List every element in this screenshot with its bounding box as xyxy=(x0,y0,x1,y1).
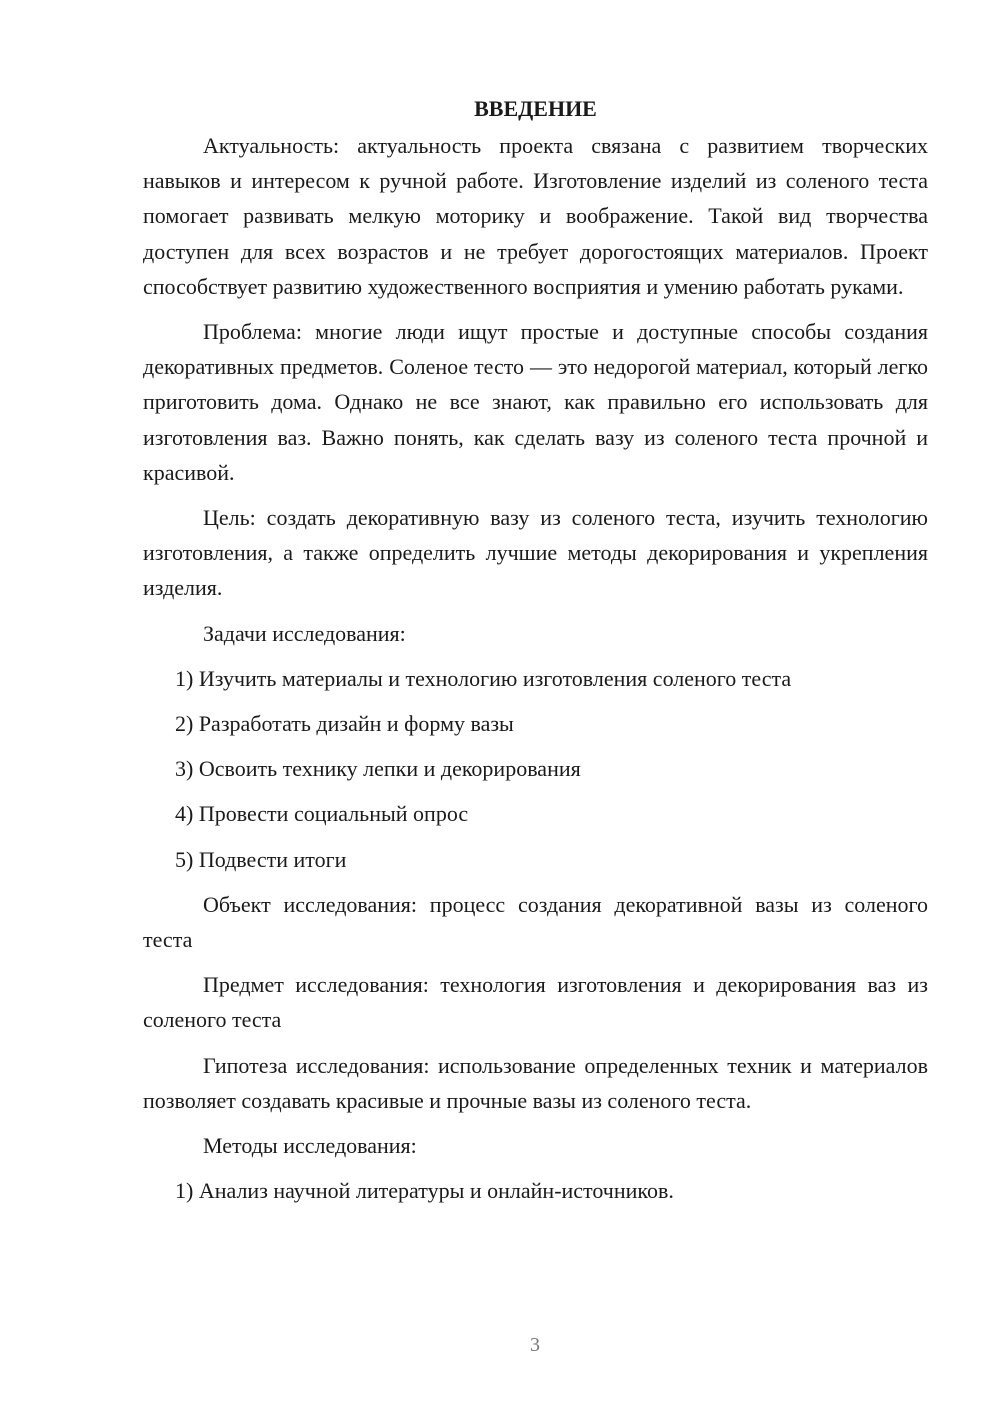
tasks-title: Задачи исследования: xyxy=(203,620,406,646)
relevance-paragraph: Актуальность: актуальность проекта связана с развитием творческих навыков и интересом к ручной работе. Изготовление изделий из соленого теста помогает развивать мелкую моторику и воображение. Такой вид творчества доступен для всех возрастов и не требует дорогостоящих материалов. Проект способствует развитию художественного восприятия и умению работать руками. xyxy=(143,133,928,299)
tasks-list xyxy=(143,661,928,877)
subject-paragraph: Предмет исследования: технология изготовления и декорирования ваз из соленого теста xyxy=(143,972,928,1033)
methods-list xyxy=(143,1173,928,1208)
list-item: 3) Освоить технику лепки и декорирования xyxy=(175,756,581,782)
page-number: 3 xyxy=(530,1334,540,1356)
methods-title: Методы исследования: xyxy=(203,1133,417,1159)
hypothesis-paragraph: Гипотеза исследования: использование определенных техник и материалов позволяет создавать красивые и прочные вазы из соленого теста. xyxy=(143,1052,928,1113)
list-item: 2) Разработать дизайн и форму вазы xyxy=(175,711,514,737)
list-item: 4) Провести социальный опрос xyxy=(175,801,469,827)
goal-paragraph: Цель: создать декоративную вазу из соленого теста, изучить технологию изготовления, а также определить лучшие методы декорирования и укрепления изделия. xyxy=(143,505,928,601)
object-paragraph: Объект исследования: процесс создания декоративной вазы из соленого теста xyxy=(143,891,928,953)
list-item: 1) Изучить материалы и технологию изготовления соленого теста xyxy=(175,665,792,691)
problem-paragraph: Проблема: многие люди ищут простые и доступные способы создания декоративных предметов. Соленое тесто — это недорогой материал, который легко приготовить дома. Однако не все знают, как правильно его использовать для изготовления ваз. Важно понять, как сделать вазу из соленого теста прочной и красивой. xyxy=(143,319,928,485)
list-item: 1) Анализ научной литературы и онлайн-источников. xyxy=(175,1178,674,1204)
section-heading: ВВЕДЕНИЕ xyxy=(474,96,597,121)
document-page xyxy=(143,92,928,1218)
list-item: 5) Подвести итоги xyxy=(175,846,347,872)
